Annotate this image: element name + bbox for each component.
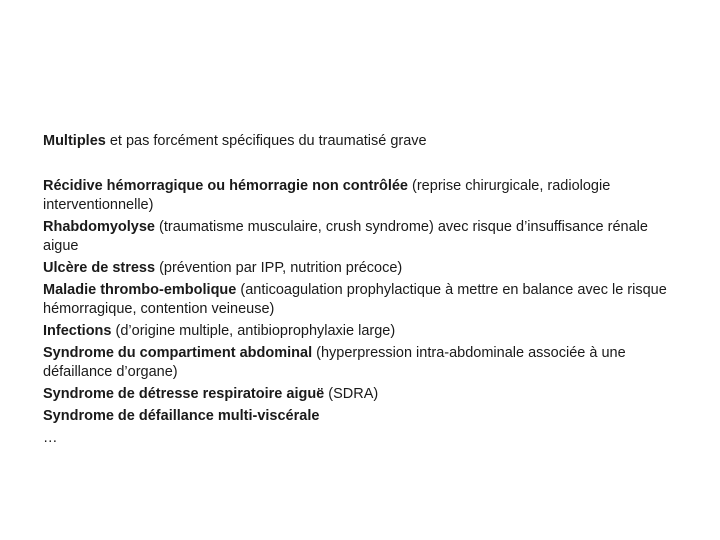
- item-term: Ulcère de stress: [43, 260, 156, 276]
- item-detail: (traumatisme musculaire, crush syndrome) avec risque d’insuffisance rénale aigue: [43, 219, 648, 254]
- intro-bold: Multiples: [43, 133, 106, 149]
- item-term: Syndrome du compartiment abdominal: [43, 345, 313, 361]
- item-term: Récidive hémorragique ou hémorragie non contrôlée: [43, 178, 408, 194]
- item-term: Syndrome de défaillance multi-viscérale: [43, 408, 320, 424]
- list-item: [43, 385, 683, 404]
- list-item: [43, 177, 683, 215]
- item-detail: (anticoagulation prophylactique à mettre en balance avec le risque hémorragique, contention veineuse): [43, 282, 667, 317]
- list-item: [43, 259, 683, 278]
- item-detail: (reprise chirurgicale, radiologie interventionnelle): [43, 178, 611, 213]
- list-item: [43, 281, 683, 319]
- item-detail: (SDRA): [324, 386, 379, 402]
- list-item: [43, 344, 683, 382]
- complications-list: [43, 177, 683, 451]
- item-detail: (prévention par IPP, nutrition précoce): [155, 260, 403, 276]
- item-detail: (d’origine multiple, antibioprophylaxie large): [111, 323, 396, 339]
- item-term: Maladie thrombo-embolique: [43, 282, 237, 298]
- intro-text: et pas forcément spécifiques du traumatisé grave: [105, 133, 427, 149]
- item-term: Infections: [43, 323, 112, 339]
- list-item: [43, 322, 683, 341]
- list-item: [43, 429, 683, 448]
- item-term: Rhabdomyolyse: [43, 219, 155, 235]
- item-term: Syndrome de détresse respiratoire aiguë: [43, 386, 325, 402]
- list-item: [43, 407, 683, 426]
- intro-paragraph: [43, 131, 683, 151]
- list-item: [43, 218, 683, 256]
- item-detail: (hyperpression intra-abdominale associée à une défaillance d’organe): [43, 345, 626, 380]
- item-ellipsis: …: [43, 430, 58, 446]
